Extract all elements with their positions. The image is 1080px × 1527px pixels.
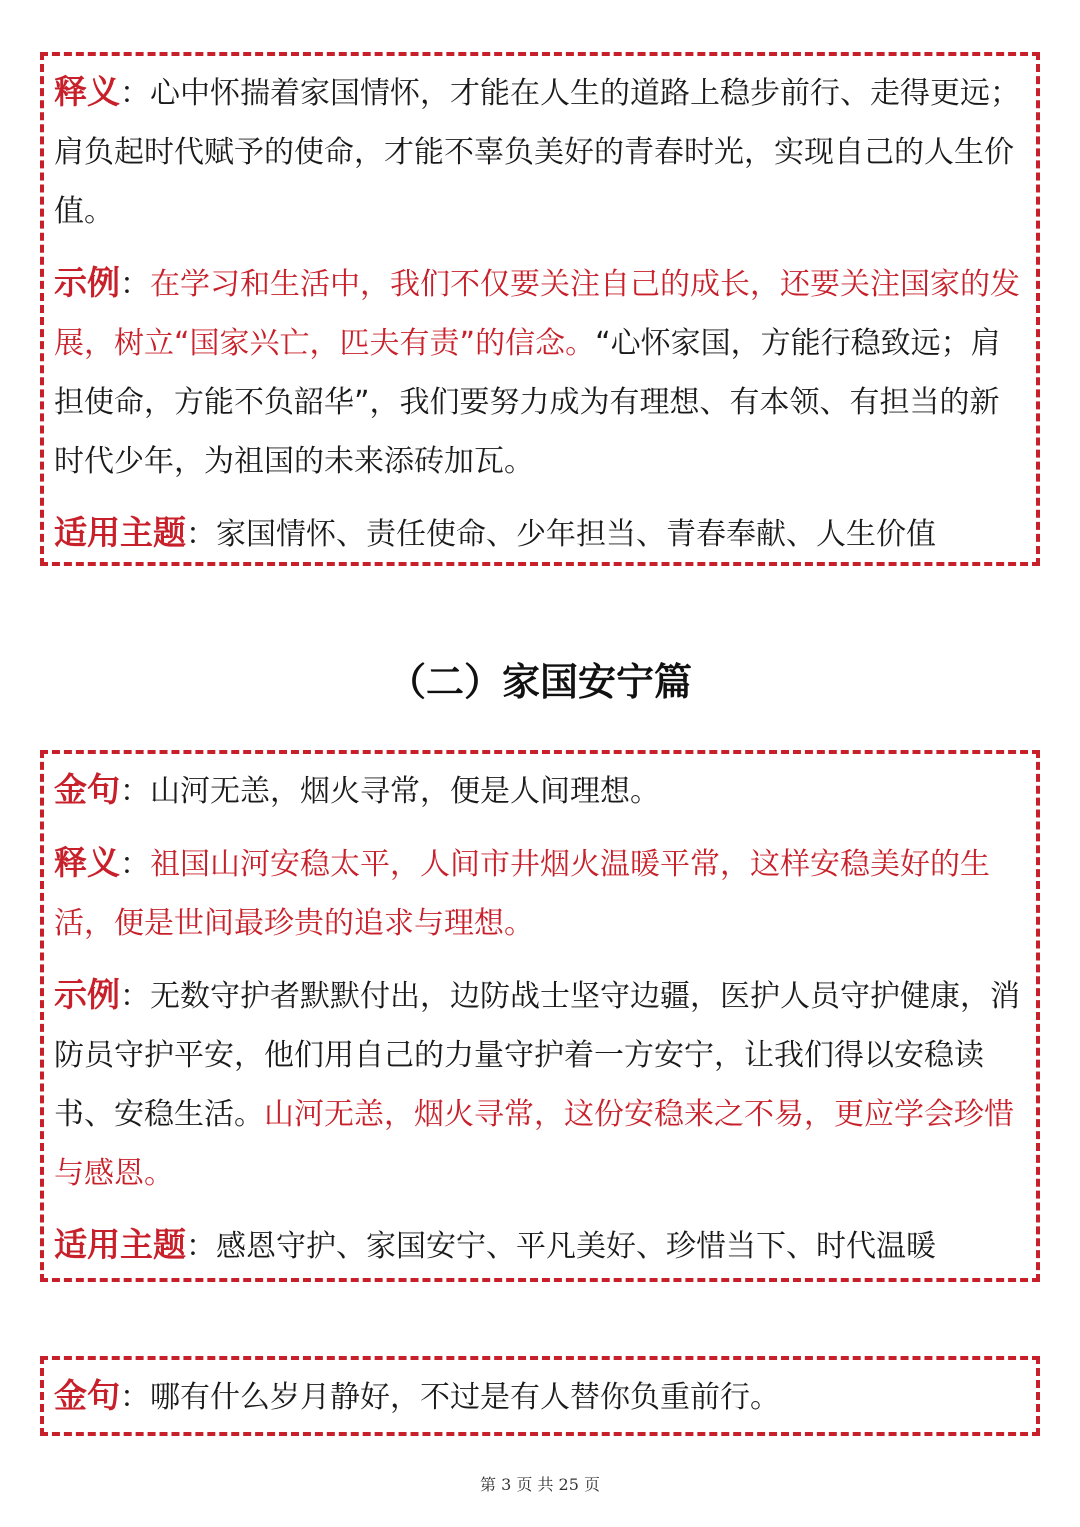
shiyi-text: 祖国山河安稳太平，人间市井烟火温暖平常，这样安稳美好的生活，便是世间最珍贵的追求与理想。 xyxy=(54,847,990,941)
quote-box-3 xyxy=(40,1356,1040,1436)
label-zhuti: 适用主题 xyxy=(54,1225,186,1264)
colon: ： xyxy=(120,979,150,1014)
entry-jinju xyxy=(54,760,1026,821)
colon: ： xyxy=(120,1380,150,1415)
shili-text-red: 在学习和生活中，我们不仅要关注自己的成长，还要关注国家的发展，树立“国家兴亡，匹夫有责”的信念。 xyxy=(54,267,1020,361)
shili-text-black: 无数守护者默默付出，边防战士坚守边疆，医护人员守护健康，消防员守护平安，他们用自己的力量守护着一方安宁，让我们得以安稳读书、安稳生活。 xyxy=(54,979,1020,1132)
colon: ： xyxy=(120,76,150,111)
label-shili: 示例 xyxy=(54,263,120,302)
label-shiyi: 释义 xyxy=(54,843,120,882)
jinju-text: 山河无恙，烟火寻常，便是人间理想。 xyxy=(150,774,660,809)
entry-zhuti xyxy=(54,503,1026,564)
entry-shili xyxy=(54,965,1026,1203)
label-jinju: 金句 xyxy=(54,770,120,809)
shili-text-black: “心怀家国，方能行稳致远；肩担使命，方能不负韶华”，我们要努力成为有理想、有本领、有担当的新时代少年，为祖国的未来添砖加瓦。 xyxy=(54,326,1001,479)
label-jinju: 金句 xyxy=(54,1376,120,1415)
page-number: 第 3 页 共 25 页 xyxy=(480,1475,600,1494)
jinju-text: 哪有什么岁月静好，不过是有人替你负重前行。 xyxy=(150,1380,780,1415)
colon: ： xyxy=(120,267,150,302)
entry-shili xyxy=(54,253,1026,491)
zhuti-text: 家国情怀、责任使命、少年担当、青春奉献、人生价值 xyxy=(216,517,936,552)
zhuti-text: 感恩守护、家国安宁、平凡美好、珍惜当下、时代温暖 xyxy=(216,1229,936,1264)
section-heading: （二）家国安宁篇 xyxy=(387,660,692,704)
label-shili: 示例 xyxy=(54,975,120,1014)
label-zhuti: 适用主题 xyxy=(54,513,186,552)
colon: ： xyxy=(186,517,216,552)
entry-zhuti xyxy=(54,1215,1026,1276)
shiyi-text: 心中怀揣着家国情怀，才能在人生的道路上稳步前行、走得更远；肩负起时代赋予的使命，才能不辜负美好的青春时光，实现自己的人生价值。 xyxy=(54,76,1020,229)
quote-box-1 xyxy=(40,52,1040,566)
entry-shiyi xyxy=(54,833,1026,953)
shili-text-red: 山河无恙，烟火寻常，这份安稳来之不易，更应学会珍惜与感恩。 xyxy=(54,1097,1014,1191)
quote-box-2 xyxy=(40,750,1040,1282)
colon: ： xyxy=(120,847,150,882)
colon: ： xyxy=(186,1229,216,1264)
entry-shiyi xyxy=(54,62,1026,241)
label-shiyi: 释义 xyxy=(54,72,120,111)
colon: ： xyxy=(120,774,150,809)
entry-jinju xyxy=(54,1366,1026,1427)
